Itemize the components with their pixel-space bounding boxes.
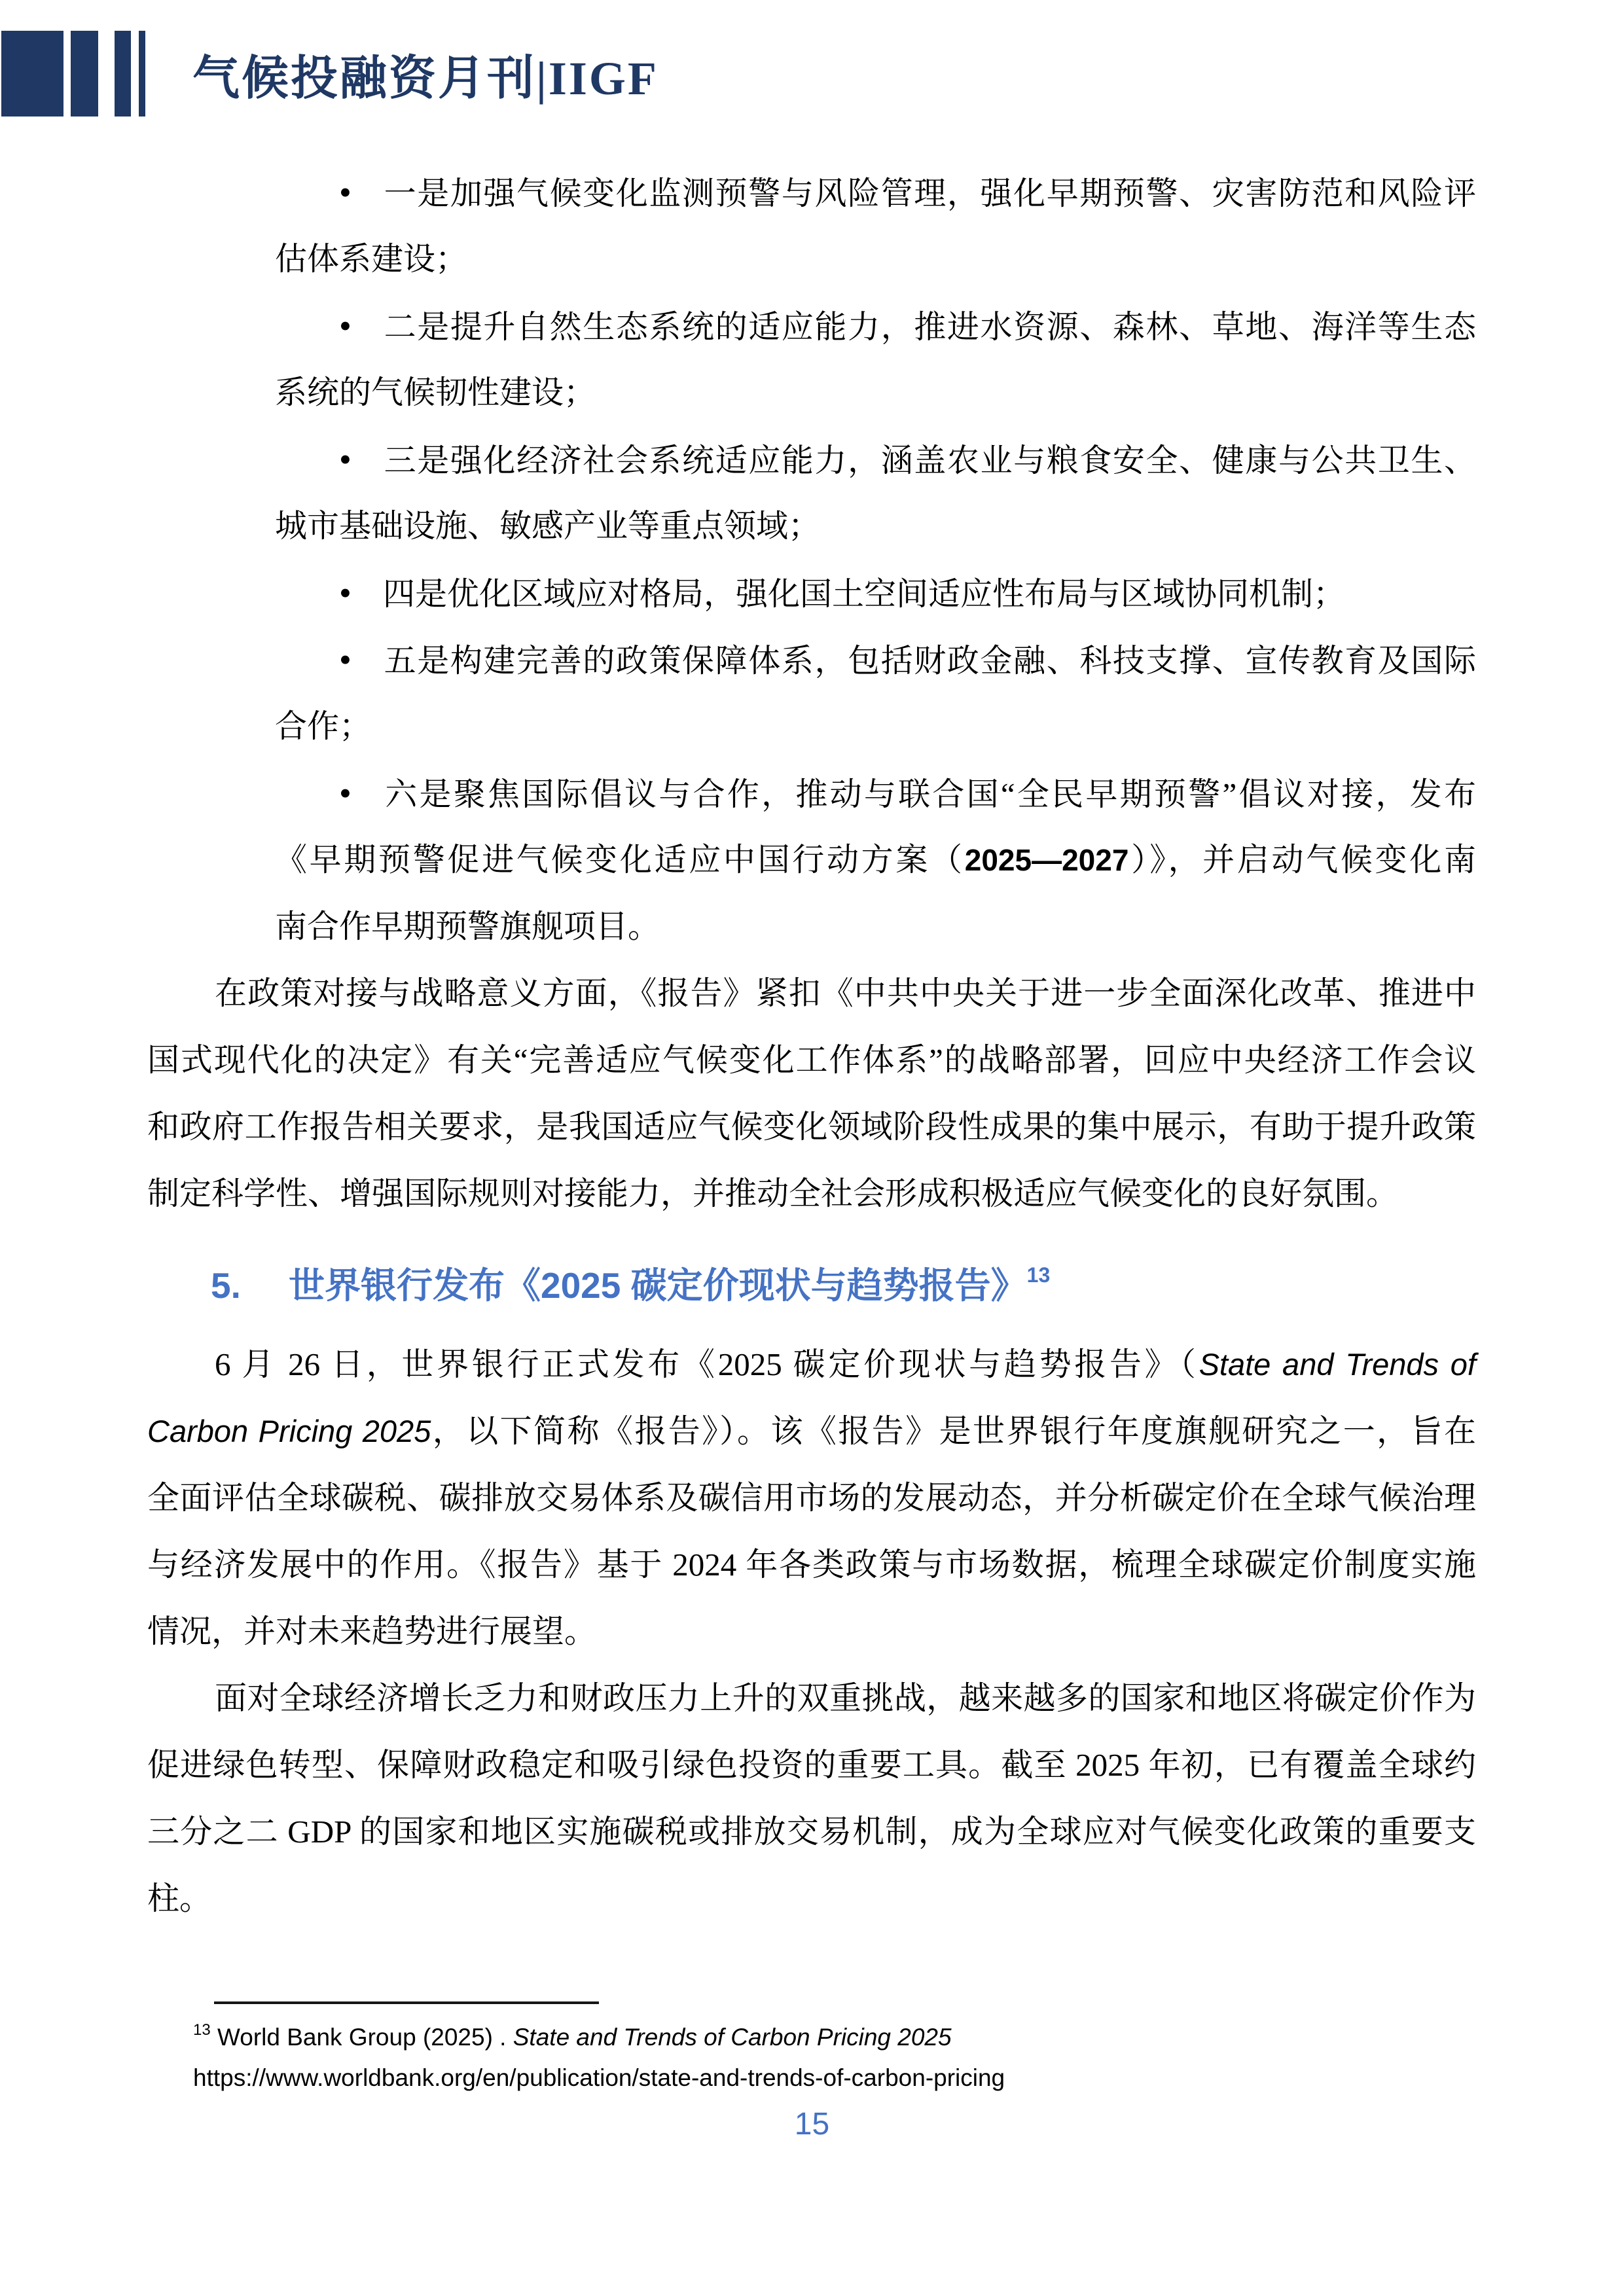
- paragraph-2: [0, 1331, 1624, 1665]
- logo-bar-icon: [139, 31, 145, 117]
- brand-title: 气候投融资月刊|IIGF: [192, 52, 659, 105]
- bullet-item-3-line-2: 城市基础设施、敏感产业等重点领域；: [275, 508, 821, 544]
- paragraph-2-line-2-text: ，以下简称《报告》）。该《报告》是世界银行年度旗舰研究之一，旨在: [431, 1413, 1476, 1449]
- bullet-item-5-line-1: [0, 626, 1624, 693]
- paragraph-1-line-2: 国式现代化的决定》有关“完善适应气候变化工作体系”的战略部署，回应中央经济工作会议: [147, 1042, 1476, 1078]
- bullet-item-2-line-2: 系统的气候韧性建设；: [275, 374, 596, 410]
- bullet-4-text: 四是优化区域应对格局，强化国土空间适应性布局与区域协同机制；: [383, 576, 1346, 612]
- bullet-item-6-line-1: [0, 760, 1624, 827]
- bullet-item-2-line-1: [0, 293, 1624, 359]
- paragraph-3-line-2: 促进绿色转型、保障财政稳定和吸引绿色投资的重要工具。截至 2025 年初，已有覆盖全球约: [147, 1747, 1476, 1783]
- bullet-item-3-line-1: [0, 426, 1624, 493]
- bullet-item-6-line-2: [0, 827, 1624, 893]
- section-heading: [0, 1252, 1624, 1319]
- bullet-6-line-2-tail: ）》，并启动气候变化南: [1128, 842, 1476, 878]
- paragraph-3: [0, 1665, 1624, 1932]
- bullet-item-4-line-1: [0, 560, 1624, 626]
- bullet-5-text: 五是构建完善的政策保障体系，包括财政金融、科技支撑、宣传教育及国际: [383, 643, 1476, 679]
- footnote: [193, 2017, 1519, 2098]
- footnote-citation-line: [193, 2017, 1519, 2058]
- bullet-item-1-line-1: [0, 159, 1624, 226]
- bullet-icon: •: [339, 640, 352, 679]
- footnote-citation: World Bank Group (2025) .: [217, 2024, 513, 2051]
- footnote-url: https://www.worldbank.org/en/publication/state-and-trends-of-carbon-pricing: [193, 2064, 1005, 2091]
- bullet-icon: •: [339, 173, 352, 212]
- paragraph-2-line-5: 情况，并对未来趋势进行展望。: [147, 1613, 597, 1649]
- bullet-item-6-line-3: 南合作早期预警旗舰项目。: [275, 908, 660, 944]
- bullet-2-text: 二是提升自然生态系统的适应能力，推进水资源、森林、草地、海洋等生态: [383, 309, 1476, 345]
- bullet-6-line-2-text: 《早期预警促进气候变化适应中国行动方案（: [275, 842, 965, 878]
- footnote-work-title: State and Trends of Carbon Pricing 2025: [513, 2024, 952, 2051]
- paragraph-2-line-1-text: 6 月 26 日，世界银行正式发布《2025 碳定价现状与趋势报告》（: [215, 1346, 1199, 1382]
- footnote-separator: [214, 2001, 599, 2004]
- report-english-title-part-1: State and Trends of: [1199, 1347, 1476, 1382]
- paragraph-2-line-4: 与经济发展中的作用。《报告》基于 2024 年各类政策与市场数据，梳理全球碳定价制度实施: [147, 1547, 1476, 1583]
- bullet-6-text: 六是聚焦国际倡议与合作，推动与联合国“全民早期预警”倡议对接，发布: [383, 776, 1476, 812]
- paragraph-2-line-2: [0, 1398, 1624, 1465]
- paragraph-1-line-1: 在政策对接与战略意义方面，《报告》紧扣《中共中央关于进一步全面深化改革、推进中: [215, 975, 1476, 1011]
- bullet-3-text: 三是强化经济社会系统适应能力，涵盖农业与粮食安全、健康与公共卫生、: [383, 442, 1476, 478]
- footnote-number: 13: [193, 2021, 211, 2039]
- bullet-icon: •: [339, 774, 352, 813]
- section-title: 世界银行发布《2025 碳定价现状与趋势报告》: [289, 1265, 1027, 1306]
- paragraph-3-line-4: 柱。: [147, 1880, 212, 1916]
- bullet-icon: •: [339, 306, 352, 346]
- logo-square-icon: [1, 31, 63, 117]
- paragraph-2-line-3: 全面评估全球碳税、碳排放交易体系及碳信用市场的发展动态，并分析碳定价在全球气候治理: [147, 1480, 1476, 1516]
- logo-bar-icon: [71, 31, 98, 117]
- bullet-icon: •: [339, 440, 352, 479]
- main-text-block: [0, 159, 1624, 1227]
- section-number: 5.: [211, 1265, 241, 1306]
- report-english-title-part-2: Carbon Pricing 2025: [147, 1414, 431, 1448]
- paragraph-2-line-1: [0, 1331, 1624, 1398]
- footnote-reference-mark: 13: [1026, 1263, 1051, 1287]
- paragraph-1-line-4: 制定科学性、增强国际规则对接能力，并推动全社会形成积极适应气候变化的良好氛围。: [147, 1175, 1399, 1211]
- bullet-icon: •: [339, 573, 352, 613]
- bullet-item-1-line-2: 估体系建设；: [275, 241, 468, 277]
- plan-years-range: 2025—2027: [964, 843, 1129, 877]
- paragraph-1-line-3: 和政府工作报告相关要求，是我国适应气候变化领域阶段性成果的集中展示，有助于提升政策: [147, 1109, 1476, 1145]
- paragraph-3-line-1: 面对全球经济增长乏力和财政压力上升的双重挑战，越来越多的国家和地区将碳定价作为: [215, 1680, 1476, 1716]
- logo-bar-icon: [115, 31, 131, 117]
- page-number: 15: [794, 2107, 830, 2142]
- bullet-item-5-line-2: 合作；: [275, 708, 372, 744]
- paragraph-3-line-3: 三分之二 GDP 的国家和地区实施碳税或排放交易机制，成为全球应对气候变化政策的重要支: [147, 1814, 1476, 1850]
- bullet-1-text: 一是加强气候变化监测预警与风险管理，强化早期预警、灾害防范和风险评: [383, 175, 1476, 211]
